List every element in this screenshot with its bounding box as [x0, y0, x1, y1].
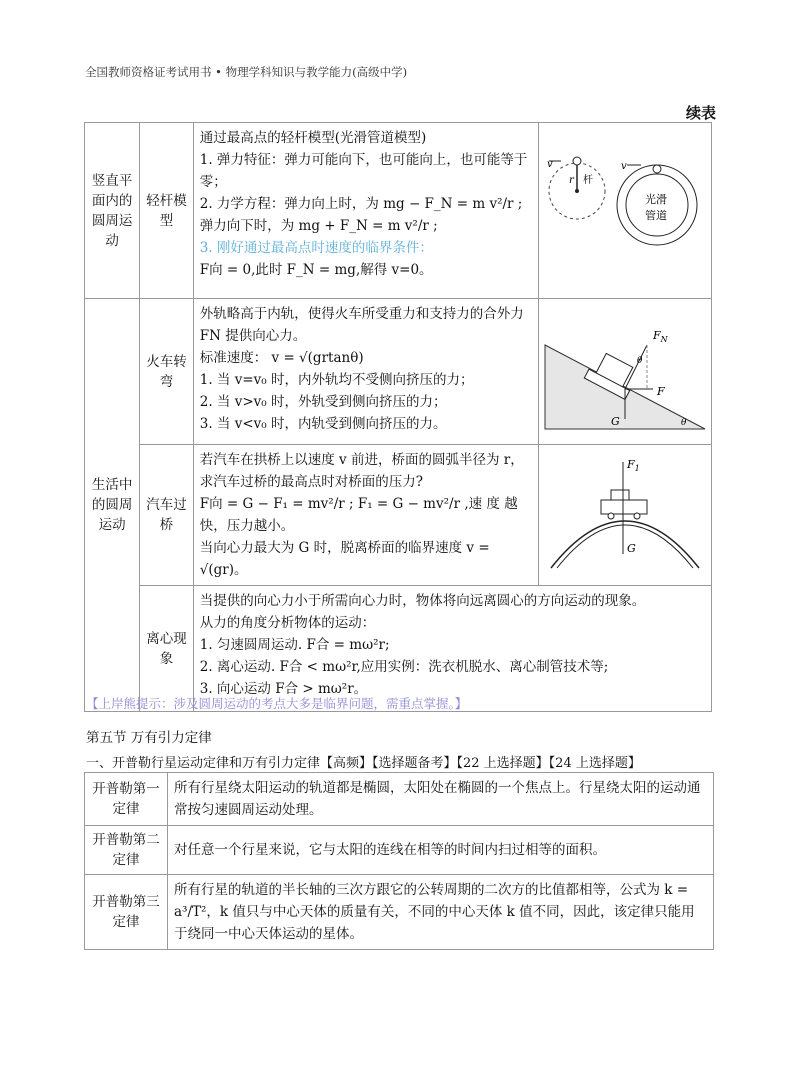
law-text-cell: 所有行星的轨道的半长轴的三次方跟它的公转周期的二次方的比值都相等，公式为 k = a³/T²，k 值只与中心天体的质量有关，不同的中心天体 k 值不同，因此，该定律只能用于绕同一中心天体运动的星体。	[168, 875, 714, 950]
f-label: F	[657, 384, 665, 398]
bridge-arc	[551, 521, 699, 568]
subcategory-cell: 火车转弯	[140, 299, 193, 445]
text-line: 当向心力最大为 G 时，脱离桥面的临界速度 v = √(gr)。	[199, 540, 490, 578]
v-label: v	[621, 160, 627, 172]
circular-motion-table	[84, 122, 712, 712]
pivot	[575, 189, 579, 193]
highlight-line: 3. 刚好通过最高点时速度的临界条件：	[199, 240, 433, 256]
g-label: G	[627, 542, 636, 555]
text-line: 1. 弹力特征：弹力可能向下，也可能向上，也可能等于零；	[199, 152, 528, 190]
text-line: F向 = 0,此时 F_N = mg,解得 v=0。	[199, 262, 433, 278]
r-label: r	[569, 174, 574, 186]
table-row	[85, 826, 714, 875]
theta-label: θ	[681, 417, 687, 428]
ball-in-pipe	[653, 165, 661, 173]
tip-note: 【上岸熊提示：涉及圆周运动的考点大多是临界问题，需重点掌握。】	[86, 696, 468, 711]
f1-label: $F_1$	[627, 458, 640, 473]
subsection-title: 一、开普勒行星运动定律和万有引力定律【高频】【选择题备考】【22 上选择题】【24 上选择题】	[86, 756, 641, 771]
car-body	[601, 500, 647, 514]
text-line: 通过最高点的轻杆模型(光滑管道模型)	[199, 130, 427, 146]
text-line: F向 = G − F₁ = mv²/r ; F₁ = G − mv²/r ,速 度 越 快，压力越小。	[199, 496, 518, 534]
table-row	[85, 875, 714, 950]
rod-pipe-figure	[541, 149, 709, 269]
subcategory-cell: 汽车过桥	[140, 445, 193, 586]
figure-cell	[539, 299, 712, 445]
table-row	[85, 299, 712, 445]
car-bridge-figure	[541, 454, 709, 572]
bridge-arc-inner	[557, 525, 693, 568]
law-name-cell: 开普勒第一定律	[85, 773, 168, 826]
ball	[573, 157, 581, 165]
theta-label: θ	[637, 355, 643, 366]
rod-label: 杆	[583, 174, 594, 186]
subcategory-cell: 轻杆模型	[140, 123, 193, 299]
g-label: G	[611, 414, 620, 428]
law-name-cell: 开普勒第二定律	[85, 826, 168, 875]
section-title: 第五节 万有引力定律	[86, 730, 212, 746]
wheel	[608, 513, 614, 519]
text-line: 3. 向心运动 F合 > mω²r。	[199, 681, 368, 697]
text-line: 2. 力学方程：弹力向上时，为 mg − F_N = m v²/r ;弹力向下时，为 mg + F_N = m v²/r ;	[199, 196, 523, 234]
text-line: 2. 离心运动. F合 < mω²r,应用实例：洗衣机脱水、离心制管技术等;	[199, 659, 609, 675]
continued-label: 续表	[685, 104, 716, 122]
v-label: v	[547, 158, 553, 170]
text-line: 若汽车在拱桥上以速度 v 前进，桥面的圆弧半径为 r，求汽车过桥的最高点时对桥面的压力?	[199, 452, 524, 490]
wheel	[634, 513, 640, 519]
category-cell: 生活中的圆周运动	[85, 299, 140, 712]
law-name-cell: 开普勒第三定律	[85, 875, 168, 950]
content-cell	[193, 445, 538, 586]
text-line: 1. 当 v=v₀ 时，内外轨均不受侧向挤压的力；	[199, 372, 474, 388]
figure-cell	[539, 123, 712, 299]
text-line: 1. 匀速圆周运动. F合 = mω²r;	[199, 637, 390, 653]
subcategory-cell: 离心现象	[140, 586, 193, 712]
text-line: 2. 当 v>v₀ 时，外轨受到侧向挤压的力；	[199, 394, 447, 410]
table-row	[85, 773, 714, 826]
table-row	[85, 123, 712, 299]
text-line: 3. 当 v<v₀ 时，内轨受到侧向挤压的力。	[199, 416, 447, 432]
pipe-label: 光滑	[645, 192, 668, 206]
content-cell	[193, 123, 538, 299]
car-cabin	[611, 490, 629, 500]
figure-cell	[539, 445, 712, 586]
law-text-cell: 对任意一个行星来说，它与太阳的连线在相等的时间内扫过相等的面积。	[168, 826, 714, 875]
text-line: 标准速度： v = √(grtanθ)	[199, 350, 364, 366]
text-line: 从力的角度分析物体的运动：	[199, 615, 376, 631]
pipe-label: 管道	[645, 208, 668, 222]
table-row	[85, 586, 712, 712]
page-header: 全国教师资格证考试用书 • 物理学科知识与教学能力(高级中学)	[85, 65, 408, 79]
content-cell	[193, 299, 538, 445]
law-text-cell: 所有行星绕太阳运动的轨道都是椭圆，太阳处在椭圆的一个焦点上。行星绕太阳的运动通常按匀速圆周运动处理。	[168, 773, 714, 826]
text-line: 当提供的向心力小于所需向心力时，物体将向远离圆心的方向运动的现象。	[199, 593, 646, 609]
train-incline-figure	[541, 305, 709, 435]
kepler-laws-table	[84, 772, 714, 950]
content-cell	[193, 586, 711, 712]
text-line: 外轨略高于内轨，使得火车所受重力和支持力的合外力 FN 提供向心力。	[199, 306, 524, 344]
table-row	[85, 445, 712, 586]
category-cell: 竖直平面内的圆周运动	[85, 123, 140, 299]
fn-label: $F_N$	[653, 328, 668, 344]
